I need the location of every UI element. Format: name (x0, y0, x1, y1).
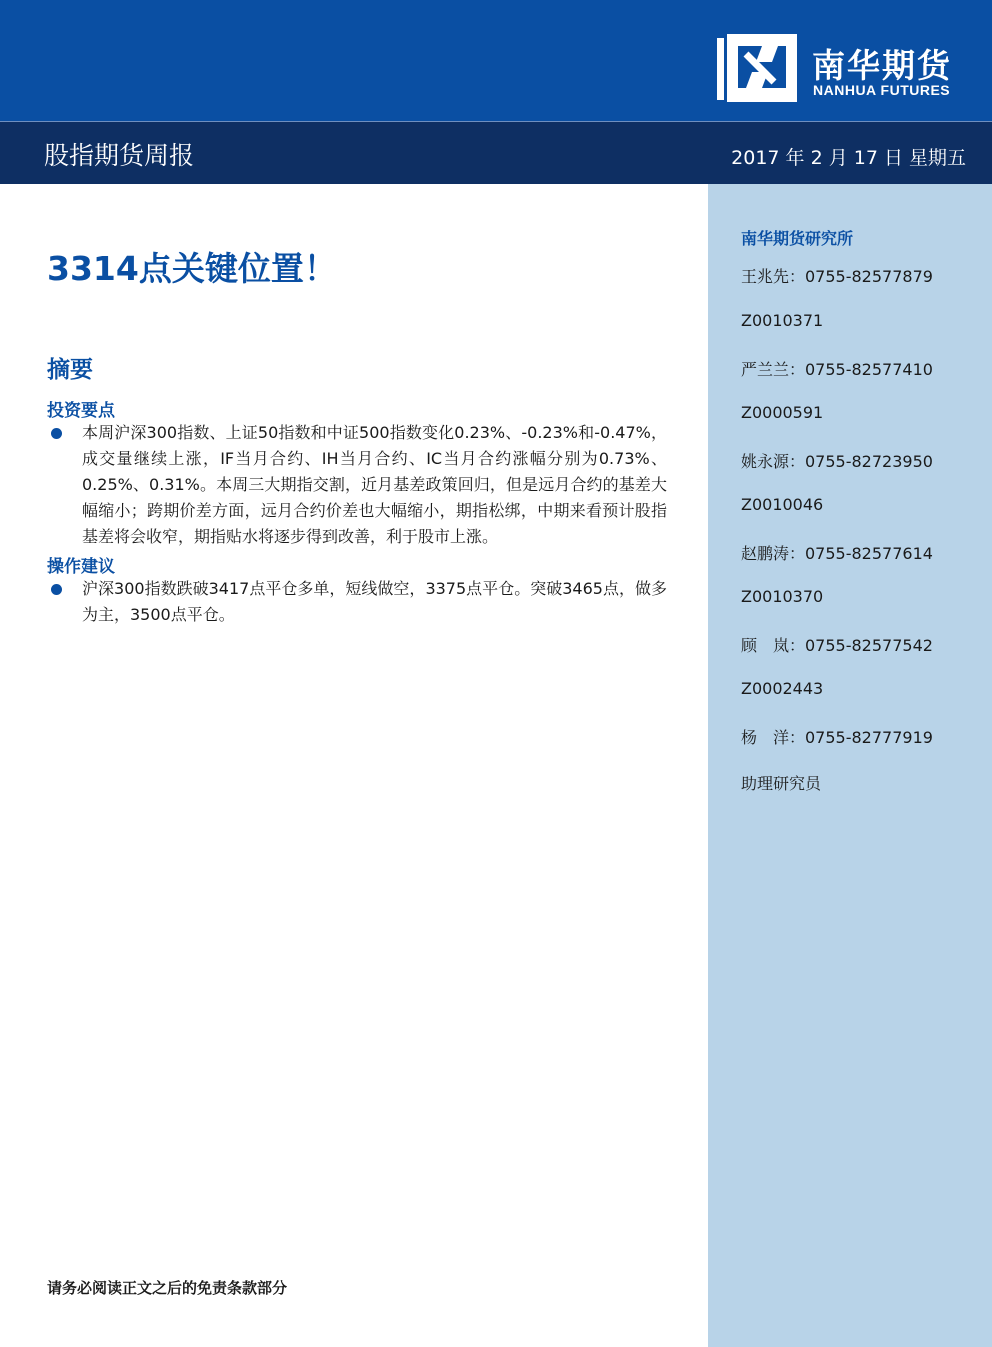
brand-name-cn: 南华期货 (812, 46, 952, 85)
analyst-line: 赵鹏涛：0755-82577614 (741, 544, 933, 563)
report-date: 2017 年 2 月 17 日 星期五 (731, 147, 966, 169)
analyst-line: Z0010046 (741, 495, 824, 514)
analyst-line: Z0000591 (741, 403, 824, 422)
top-banner (0, 0, 992, 121)
brand-logo (716, 32, 978, 104)
analyst-line: 杨 洋：0755-82777919 (741, 728, 933, 747)
operation-advice-heading: 操作建议 (47, 557, 115, 577)
analyst-line: Z0010371 (741, 311, 824, 330)
analyst-line: 王兆先：0755-82577879 (741, 267, 933, 286)
sidebar-title: 南华期货研究所 (741, 229, 854, 248)
analyst-line: Z0010370 (741, 587, 824, 606)
summary-title: 摘要 (47, 357, 93, 383)
analyst-sidebar (708, 184, 992, 1347)
nanhua-logo-icon (716, 32, 800, 104)
analyst-line: 助理研究员 (741, 774, 822, 793)
title-bar (0, 121, 992, 184)
operation-advice-text: 沪深300指数跌破3417点平仓多单，短线做空，3375点平仓。突破3465点，做多为主，3500点平仓。 (82, 579, 667, 624)
analyst-line: Z0002443 (741, 679, 824, 698)
analyst-line: 严兰兰：0755-82577410 (741, 360, 933, 379)
headline: 3314点关键位置！ (47, 249, 337, 288)
analyst-line: 姚永源：0755-82723950 (741, 452, 933, 471)
bullet-icon (51, 584, 62, 595)
bullet-icon (51, 428, 62, 439)
investment-points-text: 本周沪深300指数、上证50指数和中证500指数变化0.23%、-0.23%和-0.47%，成交量继续上涨，IF当月合约、IH当月合约、IC当月合约涨幅分别为0.73%、0.25%、0.31%。本周三大期指交割，近月基差政策回归，但是远月合约的基差大幅缩小；跨期价差方面，远月合约价差也大幅缩小，期指松绑，中期来看预计股指基差将会收窄，期指贴水将逐步得到改善，利于股市上涨。 (82, 423, 667, 546)
analyst-line: 顾 岚：0755-82577542 (741, 636, 933, 655)
disclaimer: 请务必阅读正文之后的免责条款部分 (47, 1279, 288, 1297)
brand-name-en: NANHUA FUTURES (813, 82, 951, 98)
investment-points-heading: 投资要点 (47, 401, 115, 421)
report-type: 股指期货周报 (44, 141, 195, 170)
